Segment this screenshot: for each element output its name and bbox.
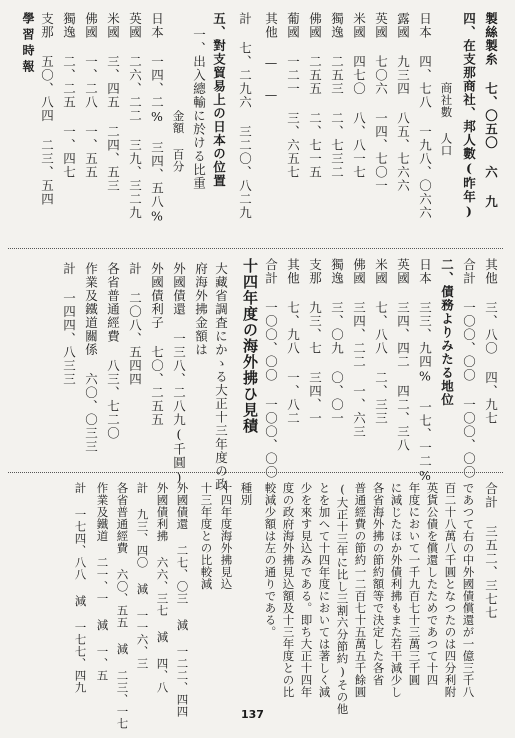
body-text: 府海外拂金額は	[193, 262, 209, 357]
page-number: 137	[241, 708, 264, 721]
comparison-row: 外國債利拂 六六、三七 減 四、八	[155, 482, 170, 694]
trade-row: 支那 五〇、八四 二三、五四	[39, 12, 55, 206]
body-text: 年度において一千九百七十三萬三千圓	[407, 482, 422, 686]
body-text: (大正十三年に比し三割六分節約)その他	[335, 482, 350, 715]
body-text: に減じたほか外債利拂もまた若干減少し	[389, 482, 404, 698]
body-text: 普通經費の節約一二百七十五萬五千餘圓	[353, 482, 368, 698]
company-row: 英國 七〇六 一四、七〇一	[373, 12, 389, 193]
debt-row: 其他 三、八〇 四、九七	[483, 258, 499, 425]
table-header-cell: 十四年度海外拂見込	[219, 482, 234, 590]
body-text: 百二十八萬八千圓となつたのは四分利附	[443, 482, 458, 698]
payment-total-row: 計 一四四、八三三	[61, 262, 77, 386]
trade-row: 米國 三、四五 二四、五三	[105, 12, 121, 193]
section-four-heading: 四、在支那商社、邦人數(昨年)	[461, 12, 477, 220]
body-text: であつて右の中外國債償還が一億三千八	[461, 482, 476, 698]
trade-row: 英國 二六、二二 三九、三二九	[127, 12, 143, 220]
trade-row: 日本 一四、二% 三四、五八%	[149, 12, 165, 225]
comparison-row: 外國債還 二七、〇三 減 一二二、四四	[175, 482, 190, 718]
body-text: 較減少額は左の通りである。	[263, 482, 278, 638]
debt-row: 支那 九三、七 三四、一	[307, 258, 323, 425]
trade-share-header: 金額 百分	[171, 110, 186, 173]
body-text: 大藏省調査にかゝる大正十三年度の政	[213, 262, 229, 492]
divider-line	[8, 248, 503, 250]
comparison-row: 計 九三、四〇 減 一一六、三	[135, 482, 150, 670]
table-header-cell: 十三年度との比較減	[199, 482, 214, 590]
divider-line	[8, 472, 503, 474]
payment-row: 外國債利子 七〇、二五五	[149, 262, 165, 427]
section-title: 十四年度の海外拂ひ見積	[241, 258, 259, 434]
company-row: 獨逸 二五三 二、七三二	[329, 12, 345, 179]
company-row: 佛國 二五五 二、七一五	[307, 12, 323, 179]
company-row: 露國 九三四 八五、七六六	[395, 12, 411, 193]
debt-row: 日本 三三、九四% 一七、一二%	[417, 258, 433, 484]
company-row: 日本 四、七八 一九八、〇六六	[417, 12, 433, 220]
section-five-sub: 一、出入總輸に於ける比重	[191, 28, 207, 190]
company-total-row: 計 七、二九六 三二〇、八二九	[237, 12, 253, 220]
payment-row: 外國債還 一三八、二八九(千圓)	[171, 262, 187, 486]
company-pop-header: 商社數 人口	[439, 82, 454, 157]
trade-row: 獨逸 二、二五 一、四七	[61, 12, 77, 179]
debt-row: 英國 三四、四二 四二、三八	[395, 258, 411, 452]
debt-row: 佛國 三四、二二 一、六三	[351, 258, 367, 439]
company-row: 米國 四七〇 八、八一七	[351, 12, 367, 179]
company-row: 其他 — —	[263, 12, 279, 103]
top-col-silk: 製絲製糸 七、〇五〇 六 九	[483, 12, 499, 209]
body-text: 度の政府海外拂見込額及十三年度との比	[281, 482, 296, 698]
body-text: 各省海外拂の節約額等で決定した各省	[371, 482, 386, 686]
debt-heading: 二、債務よりみたる地位	[439, 258, 455, 407]
comparison-row: 作業及鐵道 二一、一 減 一、五	[95, 482, 110, 682]
comparison-row: 各省普通經費 六〇、五五 減 二三、一七	[115, 482, 130, 730]
debt-total-row: 合計 一〇〇、〇〇 一〇〇、〇〇	[263, 258, 279, 479]
company-row: 葡國 一二一 三、六五七	[285, 12, 301, 179]
body-text: 英貨公債を償還したためであつて十四	[425, 482, 440, 686]
table-header-cell: 種別	[239, 482, 254, 506]
debt-row: 合計 一〇〇、〇〇 一〇〇、〇〇	[461, 258, 477, 479]
payment-row: 計 二〇八、五四四	[127, 262, 143, 386]
comparison-total-row: 計 一七四、八八 減 一七七、四九	[73, 482, 88, 694]
section-five-heading: 五、對支貿易上の日本の位置	[211, 12, 227, 188]
grand-total: 合計 三五二、三七七	[483, 482, 499, 620]
journal-title: 學習時報	[21, 12, 35, 76]
body-text: とを加へて十四年度においては著しく減	[317, 482, 332, 698]
debt-row: 獨逸 三、〇九 〇、〇一	[329, 258, 345, 425]
debt-row: 其他 七、九八 一、八二	[285, 258, 301, 425]
debt-row: 米國 七、八八 二、三三	[373, 258, 389, 425]
trade-row: 佛國 一、二八 一、五五	[83, 12, 99, 179]
body-text: 少を來す見込みである。即ち大正十四年	[299, 482, 314, 698]
payment-row: 各省普通經費 八三、七二〇	[105, 262, 121, 440]
payment-row: 作業及鐵道關係 六〇、〇三三	[83, 262, 99, 454]
